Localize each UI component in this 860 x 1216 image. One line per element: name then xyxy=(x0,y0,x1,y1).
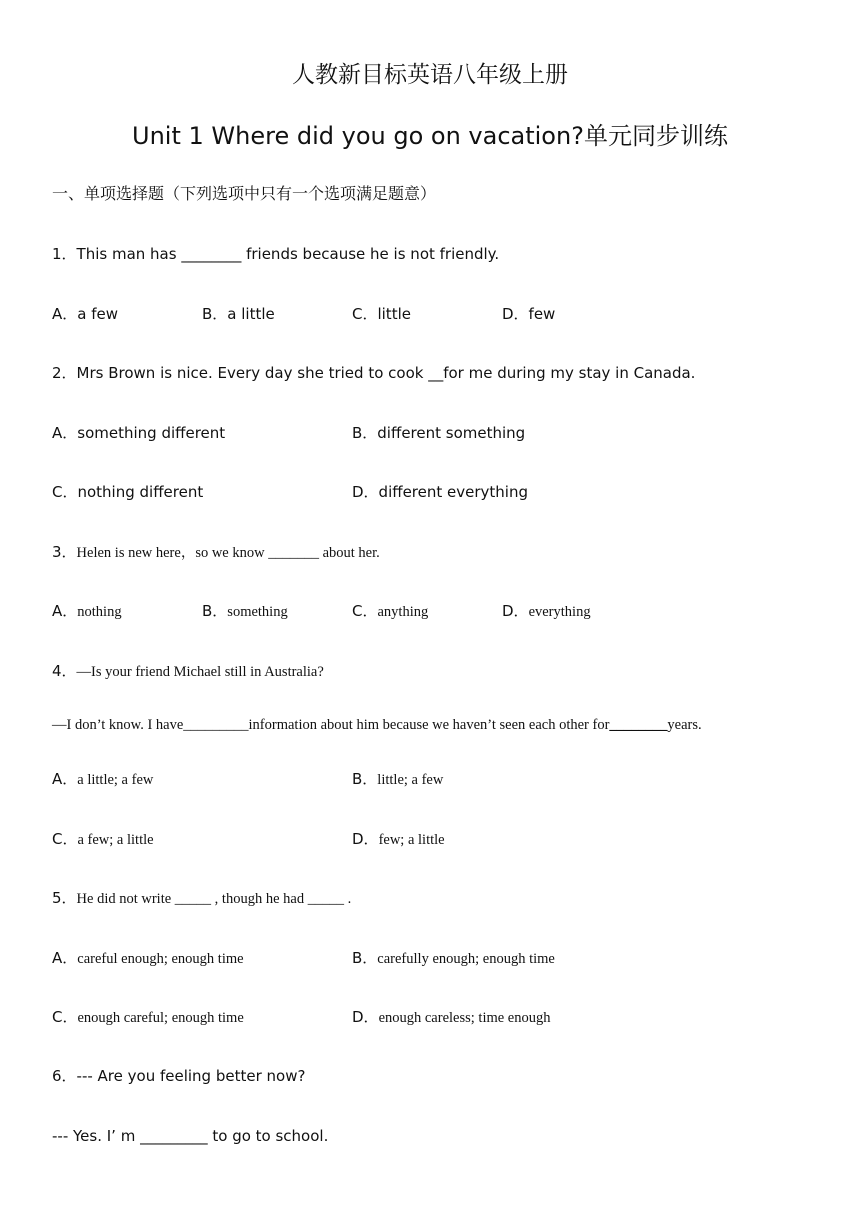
option-text: a few; a little xyxy=(77,832,154,848)
option-text: enough careful; enough time xyxy=(77,1010,244,1026)
question-3-option-c xyxy=(352,599,428,624)
option-letter: D． xyxy=(352,830,379,848)
option-letter: C． xyxy=(352,602,378,620)
question-1-option-c: C．little xyxy=(352,305,411,323)
question-4-stem-2-text: —I don’t know. I have_________information about him because we haven’t seen each other for xyxy=(52,717,610,733)
option-letter: B． xyxy=(352,770,378,788)
option-text: nothing xyxy=(77,604,122,620)
question-1-option-b: B．a little xyxy=(202,305,275,323)
question-4-stem: —Is your friend Michael still in Australia? xyxy=(76,664,324,680)
question-5-option-c xyxy=(52,1005,244,1030)
option-text: few; a little xyxy=(378,832,445,848)
question-4-option-d xyxy=(352,827,445,852)
option-text: carefully enough; enough time xyxy=(377,951,555,967)
option-letter: D． xyxy=(352,1008,379,1026)
option-text: anything xyxy=(377,604,429,620)
question-4-option-a xyxy=(52,767,153,792)
option-letter: C． xyxy=(52,830,78,848)
question-3-option-b xyxy=(202,599,288,624)
question-6-stem: 6．--- Are you feeling better now? xyxy=(52,1067,306,1085)
question-3-stem-line xyxy=(52,540,380,565)
question-5-option-a xyxy=(52,946,244,971)
option-text: little; a few xyxy=(377,772,444,788)
question-2-stem: 2．Mrs Brown is nice. Every day she tried to cook __for me during my stay in Canada. xyxy=(52,364,696,382)
question-2-option-d: D．different everything xyxy=(352,483,528,501)
option-text: a little; a few xyxy=(77,772,154,788)
question-3-number: 3． xyxy=(52,543,77,561)
question-1-option-d: D．few xyxy=(502,305,556,323)
question-4-blank: ________ xyxy=(609,717,668,733)
question-4-number: 4． xyxy=(52,662,77,680)
question-4-stem-2 xyxy=(52,713,702,737)
option-letter: A． xyxy=(52,770,78,788)
option-letter: C． xyxy=(52,1008,78,1026)
question-2-option-a: A．something different xyxy=(52,424,226,442)
question-4-option-b xyxy=(352,767,443,792)
question-6-stem-2: --- Yes. I’ m _________ to go to school. xyxy=(52,1127,329,1145)
option-letter: B． xyxy=(352,949,378,967)
question-4-option-c xyxy=(52,827,154,852)
option-text: enough careless; time enough xyxy=(378,1010,551,1026)
question-5-option-d xyxy=(352,1005,551,1030)
question-3-option-a xyxy=(52,599,122,624)
option-text: something xyxy=(227,604,288,620)
section-heading: 一、单项选择题（下列选项中只有一个选项满足题意） xyxy=(52,184,437,203)
option-text: careful enough; enough time xyxy=(77,951,244,967)
document-title: 人教新目标英语八年级上册 xyxy=(292,62,568,88)
option-letter: B． xyxy=(202,602,228,620)
option-text: everything xyxy=(528,604,591,620)
question-5-option-b xyxy=(352,946,555,971)
question-1-stem: 1．This man has ________ friends because he is not friendly. xyxy=(52,245,500,263)
option-letter: A． xyxy=(52,602,78,620)
option-letter: D． xyxy=(502,602,529,620)
document-subtitle: Unit 1 Where did you go on vacation?单元同步训练 xyxy=(132,122,728,150)
question-5-stem-line xyxy=(52,886,351,911)
question-1-option-a: A．a few xyxy=(52,305,118,323)
question-5-number: 5． xyxy=(52,889,77,907)
question-2-option-b: B．different something xyxy=(352,424,526,442)
question-4-stem-line xyxy=(52,659,324,684)
question-2-option-c: C．nothing different xyxy=(52,483,204,501)
question-5-stem: He did not write _____ , though he had _____ . xyxy=(76,891,352,907)
question-4-stem-2-end: years. xyxy=(667,717,702,733)
question-3-stem: Helen is new here，so we know _______ about her. xyxy=(76,545,380,561)
question-3-option-d xyxy=(502,599,591,624)
option-letter: A． xyxy=(52,949,78,967)
